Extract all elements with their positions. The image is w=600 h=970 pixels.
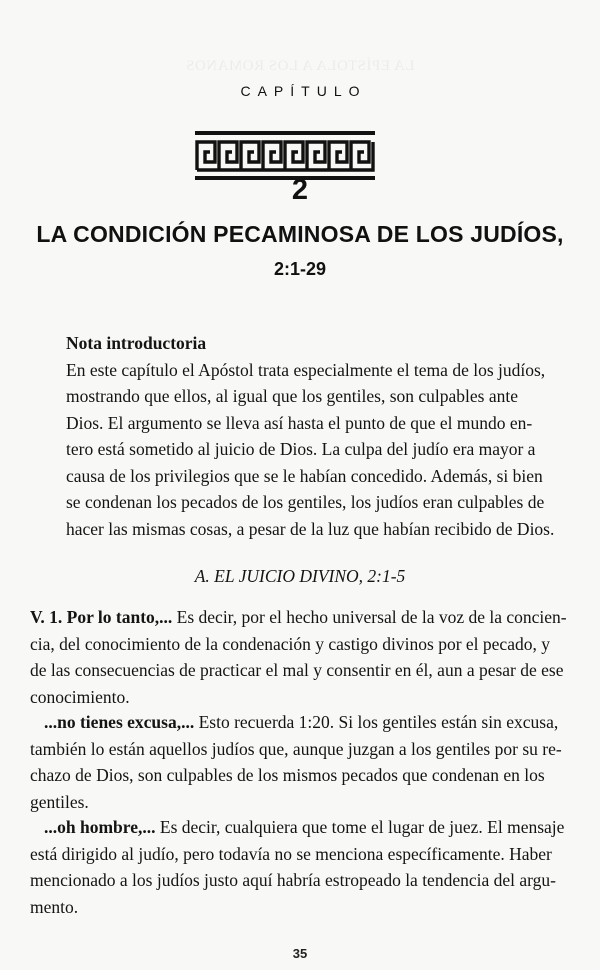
commentary-paragraph: [30, 814, 570, 920]
paragraph-text: Es decir, por el hecho universal de la voz de la concien-: [172, 607, 567, 627]
paragraph-line: conocimiento.: [30, 686, 130, 707]
verse-lead: ...oh hombre,...: [44, 817, 156, 837]
paragraph-line: cia, del conocimiento de la condenación y castigo divinos por el pecado, y: [30, 633, 550, 654]
verse-lead: ...no tienes excusa,...: [44, 712, 195, 732]
intro-line: causa de los privilegios que se le habían concedido. Además, si bien: [66, 465, 543, 486]
chapter-reference: 2:1-29: [273, 259, 327, 279]
intro-line: tero está sometido al juicio de Dios. La culpa del judío era mayor a: [66, 439, 536, 459]
paragraph-line: de las consecuencias de practicar el mal y consentir en él, aun a pesar de ese: [30, 660, 564, 680]
chapter-number: 2: [291, 174, 309, 206]
commentary-paragraph: [30, 604, 570, 710]
chapter-title: LA CONDICIÓN PECAMINOSA DE LOS JUDÍOS,: [36, 221, 564, 247]
intro-line: hacer las mismas cosas, a pesar de la luz que habían recibido de Dios.: [66, 518, 555, 539]
section-heading: A. EL JUICIO DIVINO, 2:1-5: [194, 566, 406, 586]
paragraph-text: Es decir, cualquiera que tome el lugar de juez. El mensaje: [155, 817, 565, 837]
meander-pattern-icon: [195, 139, 375, 172]
paragraph-line: también lo están aquellos judíos que, aunque juzgan a los gentiles por su re-: [30, 738, 562, 759]
paragraph-line: está dirigido al judío, pero todavía no se menciona específicamente. Haber: [30, 843, 552, 864]
intro-line: En este capítulo el Apóstol trata especialmente el tema de los judíos,: [66, 359, 546, 380]
intro-heading: Nota introductoria: [66, 333, 207, 353]
chapter-kicker: CAPÍTULO: [240, 83, 367, 99]
paragraph-line: mencionado a los judíos justo aquí habría estropeado la tendencia del argu-: [30, 870, 556, 890]
paragraph-line: gentiles.: [30, 791, 89, 812]
intro-line: se condenan los pecados de los gentiles, los judíos eran culpables de: [66, 492, 545, 512]
paragraph-line: mento.: [30, 896, 79, 917]
commentary-paragraph: [30, 709, 570, 815]
verse-lead: V. 1. Por lo tanto,...: [30, 607, 173, 627]
page-number: 35: [292, 946, 308, 961]
greek-key-ornament-icon: [195, 131, 375, 180]
introductory-note: [66, 330, 555, 542]
bleed-through-text: LA EPÍSTOLA A LOS ROMANOS: [185, 58, 415, 74]
paragraph-line: chazo de Dios, son culpables de los mismos pecados que condenan en los: [30, 765, 545, 785]
intro-line: Dios. El argumento se lleva así hasta el punto de que el mundo en-: [66, 412, 533, 433]
paragraph-text: Esto recuerda 1:20. Si los gentiles están sin excusa,: [194, 712, 559, 732]
intro-line: mostrando que ellos, al igual que los gentiles, son culpables ante: [66, 386, 518, 406]
